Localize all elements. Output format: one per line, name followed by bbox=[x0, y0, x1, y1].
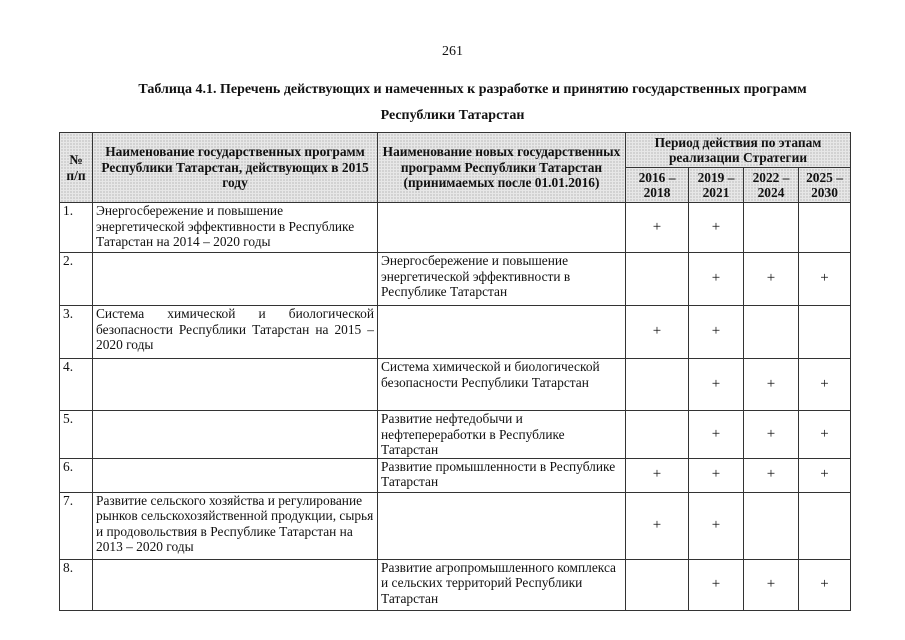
table-row bbox=[60, 411, 851, 459]
table-row bbox=[60, 306, 851, 359]
row-num: 7. bbox=[60, 492, 93, 559]
header-num: № п/п bbox=[60, 133, 93, 203]
mark-2019-2021: + bbox=[689, 411, 744, 459]
mark-2022-2024: + bbox=[744, 559, 799, 610]
mark-2025-2030: + bbox=[799, 253, 851, 306]
mark-2022-2024 bbox=[744, 306, 799, 359]
row-num: 5. bbox=[60, 411, 93, 459]
row-num: 8. bbox=[60, 559, 93, 610]
mark-2016-2018: + bbox=[626, 306, 689, 359]
mark-2022-2024 bbox=[744, 203, 799, 253]
row-current-program bbox=[93, 411, 378, 459]
mark-2016-2018 bbox=[626, 359, 689, 411]
mark-2016-2018: + bbox=[626, 203, 689, 253]
mark-2019-2021: + bbox=[689, 203, 744, 253]
mark-2025-2030 bbox=[799, 203, 851, 253]
mark-2022-2024: + bbox=[744, 411, 799, 459]
mark-2025-2030 bbox=[799, 306, 851, 359]
row-current-program bbox=[93, 458, 378, 492]
row-new-program bbox=[378, 306, 626, 359]
row-current-program bbox=[93, 559, 378, 610]
row-current-program bbox=[93, 253, 378, 306]
mark-2022-2024: + bbox=[744, 359, 799, 411]
header-year-2016-2018: 2016 – 2018 bbox=[626, 168, 689, 203]
mark-2019-2021: + bbox=[689, 253, 744, 306]
table-row bbox=[60, 492, 851, 559]
mark-2025-2030: + bbox=[799, 458, 851, 492]
mark-2019-2021: + bbox=[689, 306, 744, 359]
row-num: 2. bbox=[60, 253, 93, 306]
header-year-2019-2021: 2019 – 2021 bbox=[689, 168, 744, 203]
mark-2019-2021: + bbox=[689, 559, 744, 610]
header-year-2022-2024: 2022 – 2024 bbox=[744, 168, 799, 203]
header-year-2025-2030: 2025 – 2030 bbox=[799, 168, 851, 203]
row-new-program: Развитие нефтедобычи и нефтепереработки в Республике Татарстан bbox=[378, 411, 626, 459]
row-num: 4. bbox=[60, 359, 93, 411]
mark-2022-2024: + bbox=[744, 458, 799, 492]
mark-2016-2018 bbox=[626, 253, 689, 306]
mark-2016-2018: + bbox=[626, 458, 689, 492]
row-current-program bbox=[93, 359, 378, 411]
row-num: 3. bbox=[60, 306, 93, 359]
row-new-program: Развитие агропромышленного комплекса и сельских территорий Республики Татарстан bbox=[378, 559, 626, 610]
table-row bbox=[60, 559, 851, 610]
header-new-programs: Наименование новых государственных программ Республики Татарстан (принимаемых после 01.01.2016) bbox=[378, 133, 626, 203]
table-title-line-1: Таблица 4.1. Перечень действующих и намеченных к разработке и принятию государственных программ bbox=[138, 82, 807, 97]
page-number: 261 bbox=[442, 44, 463, 59]
row-new-program bbox=[378, 203, 626, 253]
mark-2025-2030: + bbox=[799, 411, 851, 459]
row-num: 6. bbox=[60, 458, 93, 492]
row-current-program: Развитие сельского хозяйства и регулирование рынков сельскохозяйственной продукции, сырья и продовольствия в Республике Татарстан на 2013 – 2020 годы bbox=[93, 492, 378, 559]
mark-2019-2021: + bbox=[689, 492, 744, 559]
row-new-program: Энергосбережение и повышение энергетической эффективности в Республике Татарстан bbox=[378, 253, 626, 306]
row-num: 1. bbox=[60, 203, 93, 253]
table-title-line-2: Республики Татарстан bbox=[380, 108, 525, 123]
mark-2016-2018: + bbox=[626, 492, 689, 559]
table-row bbox=[60, 203, 851, 253]
mark-2025-2030: + bbox=[799, 359, 851, 411]
table-row bbox=[60, 253, 851, 306]
mark-2019-2021: + bbox=[689, 458, 744, 492]
table-row bbox=[60, 458, 851, 492]
row-new-program: Система химической и биологической безопасности Республики Татарстан bbox=[378, 359, 626, 411]
mark-2016-2018 bbox=[626, 559, 689, 610]
row-current-program: Энергосбережение и повышение энергетической эффективности в Республике Татарстан на 2014 – 2020 годы bbox=[93, 203, 378, 253]
row-current-program: Система химической и биологической безопасности Республики Татарстан на 2015 – 2020 годы bbox=[93, 306, 378, 359]
header-current-programs: Наименование государственных программ Республики Татарстан, действующих в 2015 году bbox=[93, 133, 378, 203]
mark-2016-2018 bbox=[626, 411, 689, 459]
header-period: Период действия по этапам реализации Стратегии bbox=[626, 133, 851, 168]
mark-2019-2021: + bbox=[689, 359, 744, 411]
row-new-program: Развитие промышленности в Республике Татарстан bbox=[378, 458, 626, 492]
table-row bbox=[60, 359, 851, 411]
mark-2022-2024: + bbox=[744, 253, 799, 306]
programs-table bbox=[59, 132, 851, 611]
row-new-program bbox=[378, 492, 626, 559]
mark-2022-2024 bbox=[744, 492, 799, 559]
mark-2025-2030: + bbox=[799, 559, 851, 610]
mark-2025-2030 bbox=[799, 492, 851, 559]
